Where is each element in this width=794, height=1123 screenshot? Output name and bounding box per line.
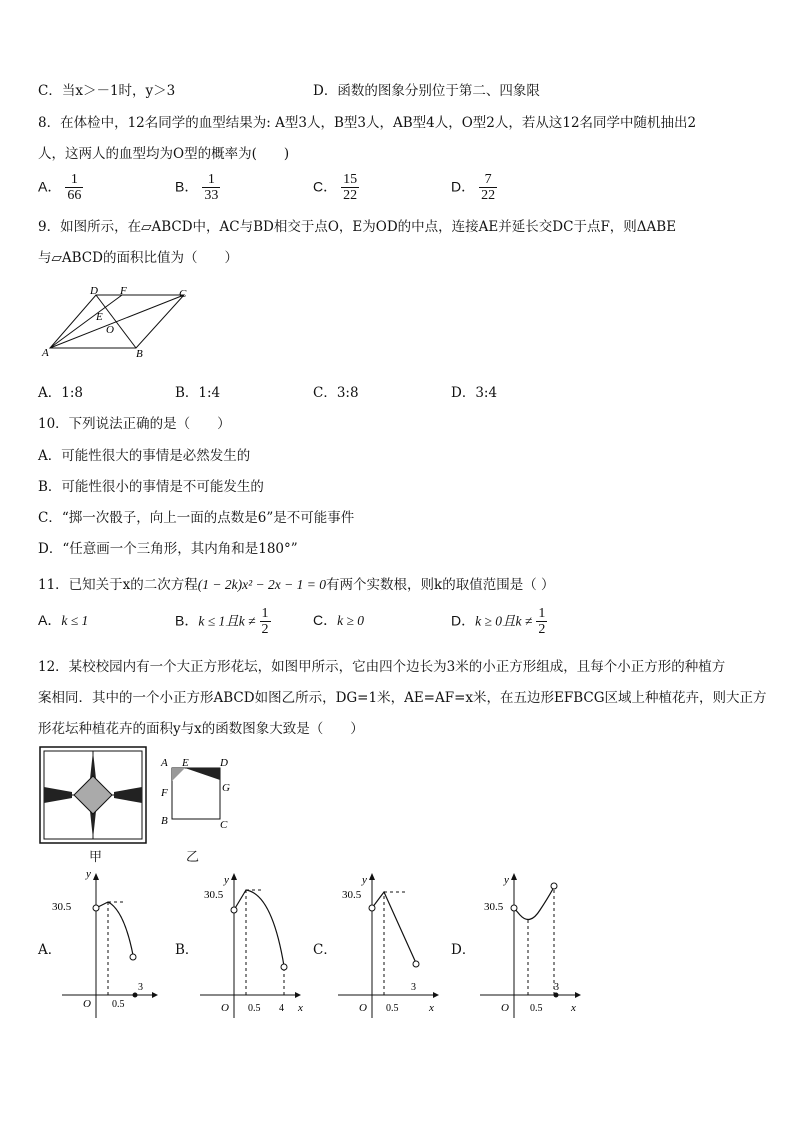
- q12-option-c-label: C．: [313, 942, 337, 958]
- q11-option-d: D．k ≥ 0且k ≠ $\frac{1}{2}$: [451, 606, 546, 638]
- svg-text:3: 3: [554, 982, 559, 993]
- svg-text:3: 3: [138, 982, 143, 993]
- q8-option-c: C． $\frac{15}{22}$: [313, 172, 358, 204]
- q12-yi-label-g: G: [222, 782, 230, 794]
- q10-stem: 10．下列说法正确的是（ ）: [38, 416, 231, 432]
- q12-yi-label-e: E: [182, 757, 189, 769]
- q12-option-a-label: A．: [38, 942, 62, 958]
- svg-text:0.5: 0.5: [386, 1003, 399, 1014]
- svg-text:x: x: [298, 1002, 303, 1014]
- q8-option-b: B． $\frac{1}{33}$: [175, 172, 219, 204]
- q12-option-b-label: B．: [175, 942, 199, 958]
- svg-text:30.5: 30.5: [204, 889, 224, 901]
- q9-label-f: F: [120, 285, 127, 297]
- q12-graph-b: [198, 870, 308, 1020]
- q12-graph-d: [478, 870, 588, 1020]
- q9-stem-line1: 9．如图所示，在▱ABCD中，AC与BD相交于点O，E为OD的中点，连接AE并延长交DC于点F，则ΔABE: [38, 219, 677, 235]
- q11-option-a: A．k ≤ 1: [38, 612, 89, 628]
- q8-stem-line2: 人，这两人的血型均为O型的概率为( ): [38, 146, 290, 162]
- svg-text:y: y: [86, 868, 91, 880]
- q9-label-e: E: [96, 311, 103, 323]
- q12-figure-jia: [38, 745, 150, 845]
- q11-equation: (1 − 2k)x² − 2x − 1 = 0: [197, 577, 327, 592]
- svg-text:y: y: [362, 874, 367, 886]
- svg-text:O: O: [83, 998, 91, 1010]
- q8-option-a: A． $\frac{1}{66}$: [38, 172, 82, 204]
- q12-graph-c: [336, 870, 446, 1020]
- q12-yi-label-d: D: [220, 757, 228, 769]
- svg-text:0.5: 0.5: [530, 1003, 543, 1014]
- q7-option-c: C．当x＞－1时，y＞3: [38, 83, 176, 99]
- q9-label-d: D: [90, 285, 98, 297]
- q7-option-d: D．函数的图象分别位于第二、四象限: [313, 83, 540, 99]
- q11-option-b: B．k ≤ 1且k ≠ $\frac{1}{2}$: [175, 606, 269, 638]
- q11-stem: 11．已知关于x的二次方程(1 − 2k)x² − 2x − 1 = 0有两个实数根，则k的取值范围是（ ）: [38, 577, 555, 593]
- q12-yi-label-b: B: [161, 815, 168, 827]
- q12-yi-label-c: C: [220, 819, 228, 831]
- q9-stem-line2: 与▱ABCD的面积比值为（ ）: [38, 250, 238, 266]
- q12-option-d-label: D．: [451, 942, 476, 958]
- q10-option-a: A．可能性很大的事情是必然发生的: [38, 448, 251, 464]
- q9-label-a: A: [42, 347, 49, 359]
- q9-label-b: B: [136, 348, 143, 360]
- svg-text:O: O: [359, 1002, 367, 1014]
- svg-text:30.5: 30.5: [52, 901, 72, 913]
- q12-yi-label-a: A: [161, 757, 168, 769]
- svg-text:x: x: [571, 1002, 576, 1014]
- q10-option-d: D．“任意画一个三角形，其内角和是180°”: [38, 541, 298, 557]
- q9-label-o: O: [106, 324, 114, 336]
- svg-text:O: O: [501, 1002, 509, 1014]
- q12-label-yi: 乙: [186, 850, 200, 865]
- svg-text:0.5: 0.5: [248, 1003, 261, 1014]
- q12-stem-line2: 案相同．其中的一个小正方形ABCD如图乙所示，DG=1米，AE=AF=x米，在五边形EFBCG区域上种植花卉，则大正方: [38, 690, 767, 706]
- svg-text:3: 3: [411, 982, 416, 993]
- q10-option-c: C．“掷一次骰子，向上一面的点数是6”是不可能事件: [38, 510, 355, 526]
- q12-stem-line3: 形花坛种植花卉的面积y与x的函数图象大致是（ ）: [38, 721, 364, 737]
- q12-yi-label-f: F: [161, 787, 168, 799]
- q12-stem-line1: 12．某校校园内有一个大正方形花坛，如图甲所示，它由四个边长为3米的小正方形组成，且每个小正方形的种植方: [38, 659, 726, 675]
- svg-text:y: y: [504, 874, 509, 886]
- q12-label-jia: 甲: [89, 850, 103, 865]
- q11-option-c: C．k ≥ 0: [313, 612, 365, 628]
- svg-text:y: y: [224, 874, 229, 886]
- q10-option-b: B．可能性很小的事情是不可能发生的: [38, 479, 264, 495]
- svg-text:0.5: 0.5: [112, 999, 125, 1010]
- q9-option-d: D．3:4: [451, 385, 498, 401]
- q8-stem-line1: 8．在体检中，12名同学的血型结果为: A型3人，B型3人，AB型4人，O型2人，若从这12名同学中随机抽出2: [38, 115, 697, 131]
- svg-text:30.5: 30.5: [484, 901, 504, 913]
- q9-parallelogram-figure: [38, 282, 198, 360]
- q9-label-c: C: [179, 288, 187, 300]
- q12-graph-a: [52, 868, 160, 1020]
- q12-figure-yi: [158, 754, 240, 832]
- svg-text:4: 4: [279, 1003, 284, 1014]
- q9-option-b: B．1:4: [175, 385, 221, 401]
- svg-text:O: O: [221, 1002, 229, 1014]
- q8-option-d: D． $\frac{7}{22}$: [451, 172, 496, 204]
- q9-option-a: A．1:8: [38, 385, 83, 401]
- q9-option-c: C．3:8: [313, 385, 359, 401]
- svg-text:30.5: 30.5: [342, 889, 362, 901]
- svg-text:x: x: [429, 1002, 434, 1014]
